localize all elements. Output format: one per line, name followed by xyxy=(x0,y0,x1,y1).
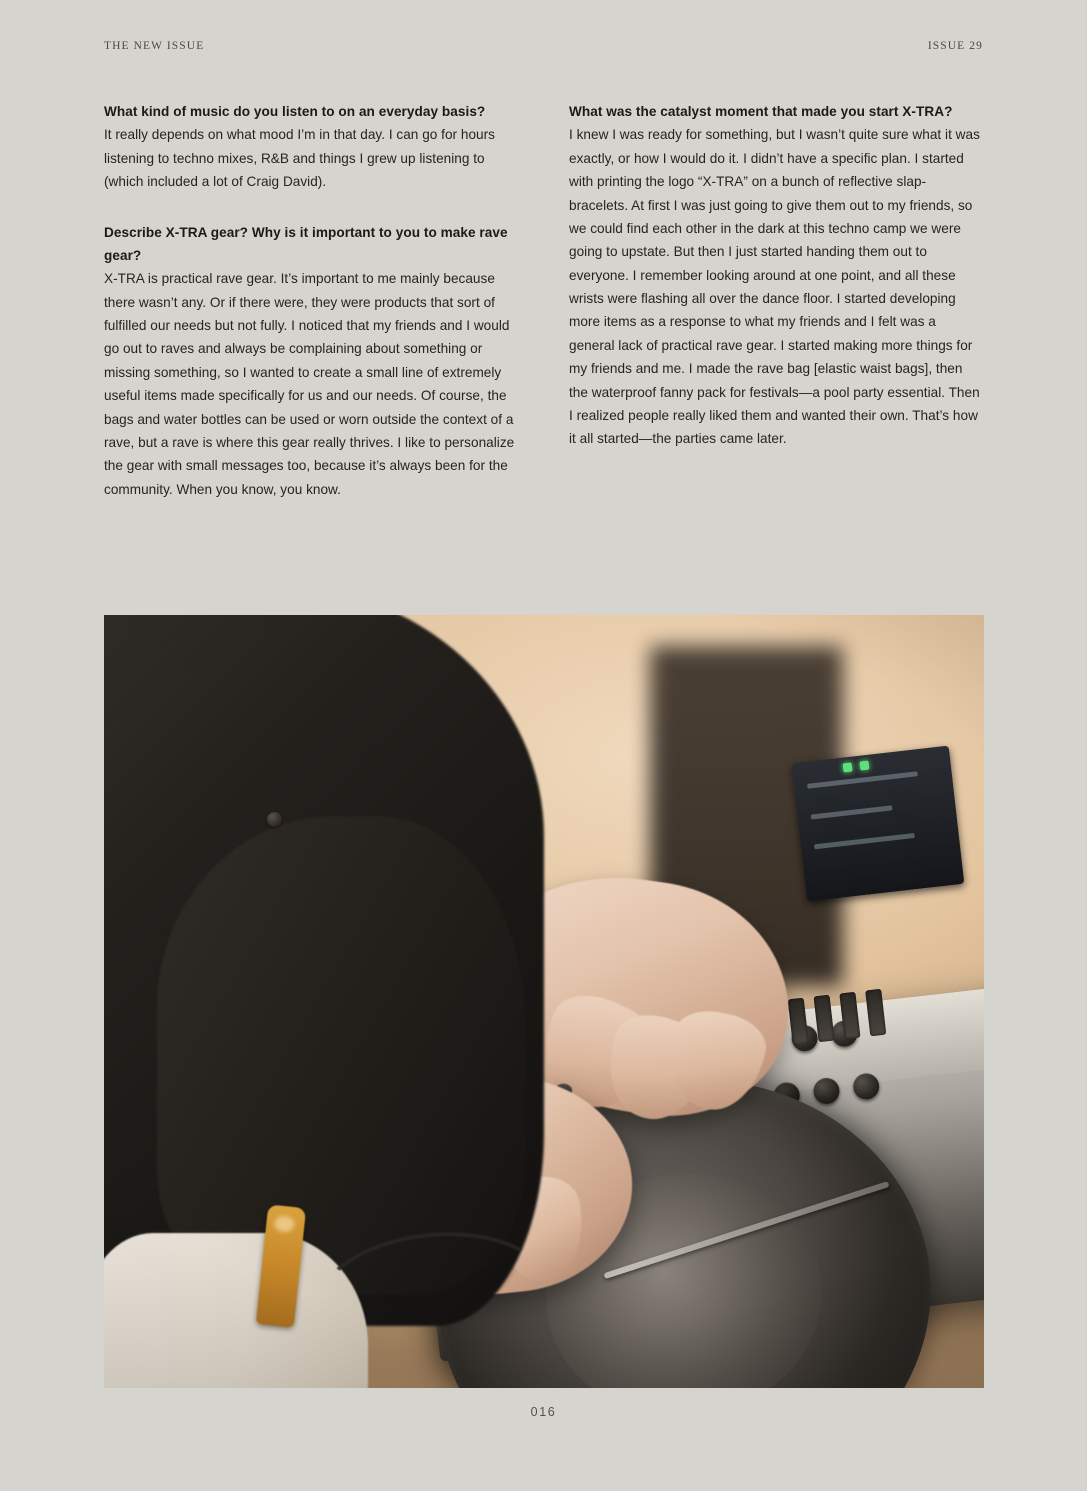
qa-block xyxy=(104,221,518,502)
column-left xyxy=(104,100,518,501)
question-text: Describe X-TRA gear? Why is it important to you to make rave gear? xyxy=(104,224,508,263)
running-head-right: ISSUE 29 xyxy=(927,40,983,52)
answer-text: It really depends on what mood I’m in that day. I can go for hours listening to techno mixes, R&B and things I grew up listening to (which included a lot of Craig David). xyxy=(104,127,495,190)
mixer-fader[interactable] xyxy=(814,994,835,1042)
column-right xyxy=(569,100,983,501)
status-led xyxy=(843,762,853,772)
mixer-display xyxy=(792,746,965,902)
qa-block xyxy=(569,100,983,451)
article-photo xyxy=(104,615,984,1388)
qa-block xyxy=(104,100,518,194)
article-columns xyxy=(104,100,984,501)
jacket-button xyxy=(267,812,282,827)
question-text: What kind of music do you listen to on an everyday basis? xyxy=(104,104,486,119)
question-text: What was the catalyst moment that made you start X-TRA? xyxy=(569,104,953,119)
answer-text: X-TRA is practical rave gear. It’s important to me mainly because there wasn’t any. Or if there were, they were products that sort of fulfilled our needs but not fully. I noticed that my friends and I would go out to raves and always be complaining about something or missing something, so I wanted to create a small line of extremely useful items made specifically for us and our needs. Of course, the bags and water bottles can be used or worn outside the context of a rave, but a rave is where this gear really thrives. I like to personalize the gear with small messages too, because it’s always been for the community. When you know, you know. xyxy=(104,271,515,497)
page-number: 016 xyxy=(530,1405,557,1419)
answer-text: I knew I was ready for something, but I wasn’t quite sure what it was exactly, or how I would do it. I didn’t have a specific plan. I started with printing the logo “X-TRA” on a bunch of reflective slap-bracelets. At first I was just going to give them out to my friends, so we could find each other in the dark at this techno camp we were going to upstate. But then I just started handing them out to everyone. I remember looking around at one point, and all these wrists were flashing all over the dance floor. I started developing more items as a response to what my friends and I felt was a general lack of practical rave gear. I started making more things for my friends and me. I made the rave bag [elastic waist bags], then the waterproof fanny pack for festivals—a pool party essential. Then I realized people really liked them and wanted their own. That’s how it all started—the parties came later. xyxy=(569,127,980,447)
mixer-knob[interactable] xyxy=(852,1072,881,1101)
mixer-fader[interactable] xyxy=(840,992,861,1040)
status-led xyxy=(860,760,870,770)
mixer-knob[interactable] xyxy=(812,1076,841,1105)
mixer-fader[interactable] xyxy=(788,997,809,1045)
photo-canvas xyxy=(104,615,984,1388)
running-head-left: THE NEW ISSUE xyxy=(104,40,205,52)
jacket-sleeve xyxy=(157,816,527,1295)
